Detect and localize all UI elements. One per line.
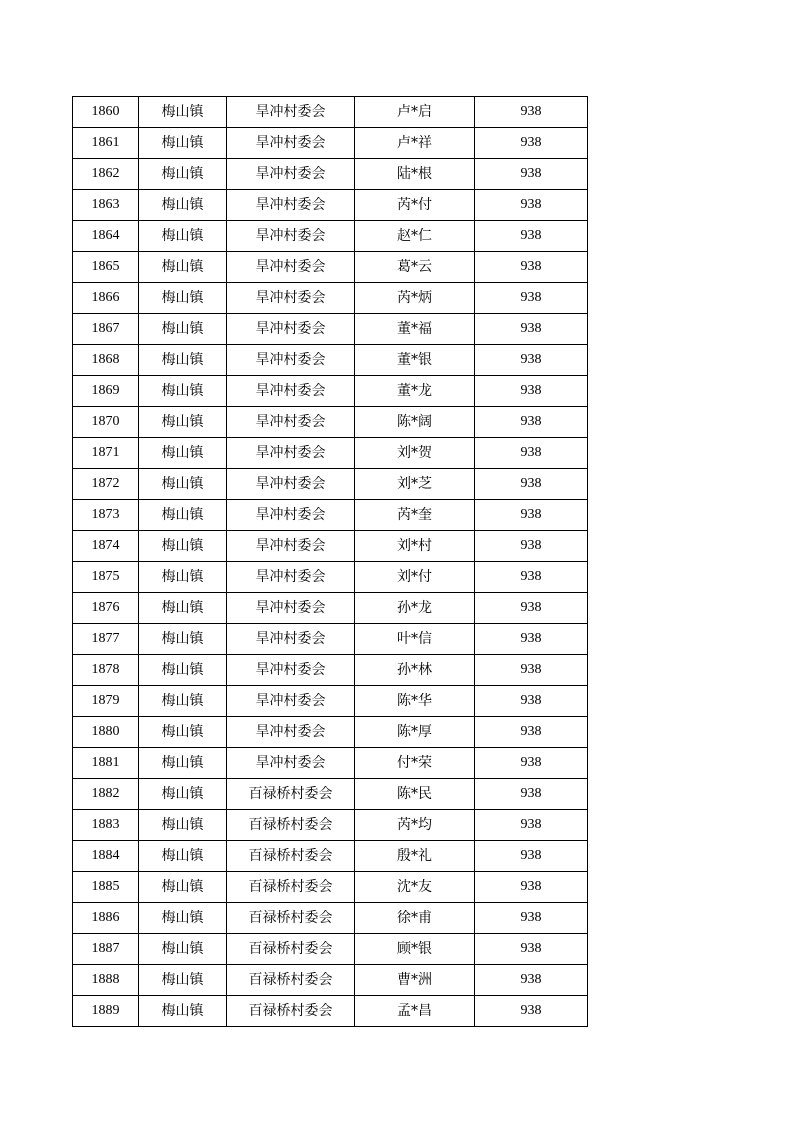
amount-cell: 938 xyxy=(475,841,588,872)
name-cell: 顾*银 xyxy=(355,934,475,965)
name-cell: 沈*友 xyxy=(355,872,475,903)
village-cell: 旱冲村委会 xyxy=(227,717,355,748)
table-row xyxy=(73,314,588,345)
row-number-cell: 1883 xyxy=(73,810,139,841)
name-cell: 陈*华 xyxy=(355,686,475,717)
name-cell: 徐*甫 xyxy=(355,903,475,934)
town-cell: 梅山镇 xyxy=(139,686,227,717)
name-cell: 孙*林 xyxy=(355,655,475,686)
row-number-cell: 1865 xyxy=(73,252,139,283)
row-number-cell: 1888 xyxy=(73,965,139,996)
row-number-cell: 1863 xyxy=(73,190,139,221)
amount-cell: 938 xyxy=(475,190,588,221)
village-cell: 旱冲村委会 xyxy=(227,345,355,376)
row-number-cell: 1882 xyxy=(73,779,139,810)
table-row xyxy=(73,159,588,190)
amount-cell: 938 xyxy=(475,872,588,903)
row-number-cell: 1887 xyxy=(73,934,139,965)
village-cell: 百禄桥村委会 xyxy=(227,996,355,1027)
amount-cell: 938 xyxy=(475,965,588,996)
village-cell: 旱冲村委会 xyxy=(227,252,355,283)
name-cell: 叶*信 xyxy=(355,624,475,655)
table-row xyxy=(73,190,588,221)
table-row xyxy=(73,934,588,965)
village-cell: 旱冲村委会 xyxy=(227,469,355,500)
name-cell: 陈*民 xyxy=(355,779,475,810)
row-number-cell: 1860 xyxy=(73,97,139,128)
table-row xyxy=(73,841,588,872)
table-row xyxy=(73,624,588,655)
amount-cell: 938 xyxy=(475,376,588,407)
name-cell: 葛*云 xyxy=(355,252,475,283)
name-cell: 芮*炳 xyxy=(355,283,475,314)
name-cell: 董*龙 xyxy=(355,376,475,407)
town-cell: 梅山镇 xyxy=(139,221,227,252)
town-cell: 梅山镇 xyxy=(139,438,227,469)
name-cell: 刘*村 xyxy=(355,531,475,562)
name-cell: 芮*奎 xyxy=(355,500,475,531)
row-number-cell: 1886 xyxy=(73,903,139,934)
amount-cell: 938 xyxy=(475,438,588,469)
village-cell: 旱冲村委会 xyxy=(227,624,355,655)
name-cell: 陈*阔 xyxy=(355,407,475,438)
row-number-cell: 1862 xyxy=(73,159,139,190)
amount-cell: 938 xyxy=(475,500,588,531)
row-number-cell: 1875 xyxy=(73,562,139,593)
row-number-cell: 1885 xyxy=(73,872,139,903)
table-row xyxy=(73,221,588,252)
town-cell: 梅山镇 xyxy=(139,469,227,500)
amount-cell: 938 xyxy=(475,686,588,717)
village-cell: 百禄桥村委会 xyxy=(227,810,355,841)
town-cell: 梅山镇 xyxy=(139,872,227,903)
amount-cell: 938 xyxy=(475,314,588,345)
name-cell: 董*福 xyxy=(355,314,475,345)
row-number-cell: 1867 xyxy=(73,314,139,345)
town-cell: 梅山镇 xyxy=(139,531,227,562)
amount-cell: 938 xyxy=(475,252,588,283)
town-cell: 梅山镇 xyxy=(139,934,227,965)
row-number-cell: 1872 xyxy=(73,469,139,500)
data-table xyxy=(72,96,588,1027)
town-cell: 梅山镇 xyxy=(139,283,227,314)
table-row xyxy=(73,469,588,500)
town-cell: 梅山镇 xyxy=(139,965,227,996)
table-row xyxy=(73,872,588,903)
amount-cell: 938 xyxy=(475,97,588,128)
table-row xyxy=(73,97,588,128)
village-cell: 旱冲村委会 xyxy=(227,655,355,686)
village-cell: 旱冲村委会 xyxy=(227,407,355,438)
table-row xyxy=(73,345,588,376)
table-body xyxy=(73,97,588,1027)
table-row xyxy=(73,562,588,593)
village-cell: 百禄桥村委会 xyxy=(227,779,355,810)
row-number-cell: 1878 xyxy=(73,655,139,686)
amount-cell: 938 xyxy=(475,717,588,748)
name-cell: 孙*龙 xyxy=(355,593,475,624)
row-number-cell: 1879 xyxy=(73,686,139,717)
village-cell: 旱冲村委会 xyxy=(227,686,355,717)
table-row xyxy=(73,717,588,748)
table-row xyxy=(73,438,588,469)
village-cell: 旱冲村委会 xyxy=(227,531,355,562)
table-row xyxy=(73,531,588,562)
village-cell: 百禄桥村委会 xyxy=(227,841,355,872)
row-number-cell: 1889 xyxy=(73,996,139,1027)
town-cell: 梅山镇 xyxy=(139,314,227,345)
village-cell: 百禄桥村委会 xyxy=(227,934,355,965)
amount-cell: 938 xyxy=(475,810,588,841)
village-cell: 旱冲村委会 xyxy=(227,314,355,345)
table-row xyxy=(73,655,588,686)
amount-cell: 938 xyxy=(475,903,588,934)
name-cell: 刘*芝 xyxy=(355,469,475,500)
table-row xyxy=(73,128,588,159)
amount-cell: 938 xyxy=(475,345,588,376)
amount-cell: 938 xyxy=(475,531,588,562)
table-row xyxy=(73,500,588,531)
village-cell: 旱冲村委会 xyxy=(227,748,355,779)
name-cell: 陈*厚 xyxy=(355,717,475,748)
village-cell: 旱冲村委会 xyxy=(227,500,355,531)
town-cell: 梅山镇 xyxy=(139,190,227,221)
row-number-cell: 1870 xyxy=(73,407,139,438)
row-number-cell: 1861 xyxy=(73,128,139,159)
village-cell: 百禄桥村委会 xyxy=(227,872,355,903)
town-cell: 梅山镇 xyxy=(139,655,227,686)
name-cell: 芮*均 xyxy=(355,810,475,841)
amount-cell: 938 xyxy=(475,562,588,593)
table-row xyxy=(73,965,588,996)
name-cell: 赵*仁 xyxy=(355,221,475,252)
town-cell: 梅山镇 xyxy=(139,252,227,283)
village-cell: 百禄桥村委会 xyxy=(227,903,355,934)
village-cell: 旱冲村委会 xyxy=(227,593,355,624)
row-number-cell: 1866 xyxy=(73,283,139,314)
amount-cell: 938 xyxy=(475,624,588,655)
table-row xyxy=(73,810,588,841)
town-cell: 梅山镇 xyxy=(139,810,227,841)
amount-cell: 938 xyxy=(475,159,588,190)
amount-cell: 938 xyxy=(475,779,588,810)
village-cell: 旱冲村委会 xyxy=(227,190,355,221)
name-cell: 刘*付 xyxy=(355,562,475,593)
town-cell: 梅山镇 xyxy=(139,562,227,593)
name-cell: 卢*祥 xyxy=(355,128,475,159)
town-cell: 梅山镇 xyxy=(139,841,227,872)
village-cell: 旱冲村委会 xyxy=(227,283,355,314)
town-cell: 梅山镇 xyxy=(139,128,227,159)
town-cell: 梅山镇 xyxy=(139,593,227,624)
table-row xyxy=(73,996,588,1027)
amount-cell: 938 xyxy=(475,996,588,1027)
town-cell: 梅山镇 xyxy=(139,624,227,655)
row-number-cell: 1876 xyxy=(73,593,139,624)
town-cell: 梅山镇 xyxy=(139,407,227,438)
table-row xyxy=(73,748,588,779)
town-cell: 梅山镇 xyxy=(139,345,227,376)
name-cell: 芮*付 xyxy=(355,190,475,221)
table-row xyxy=(73,593,588,624)
village-cell: 旱冲村委会 xyxy=(227,376,355,407)
table-row xyxy=(73,252,588,283)
table-row xyxy=(73,779,588,810)
village-cell: 旱冲村委会 xyxy=(227,221,355,252)
table-row xyxy=(73,376,588,407)
village-cell: 旱冲村委会 xyxy=(227,159,355,190)
town-cell: 梅山镇 xyxy=(139,97,227,128)
table-row xyxy=(73,903,588,934)
row-number-cell: 1864 xyxy=(73,221,139,252)
village-cell: 旱冲村委会 xyxy=(227,97,355,128)
amount-cell: 938 xyxy=(475,655,588,686)
row-number-cell: 1877 xyxy=(73,624,139,655)
name-cell: 曹*洲 xyxy=(355,965,475,996)
village-cell: 旱冲村委会 xyxy=(227,562,355,593)
town-cell: 梅山镇 xyxy=(139,717,227,748)
amount-cell: 938 xyxy=(475,469,588,500)
row-number-cell: 1869 xyxy=(73,376,139,407)
name-cell: 殷*礼 xyxy=(355,841,475,872)
town-cell: 梅山镇 xyxy=(139,159,227,190)
row-number-cell: 1868 xyxy=(73,345,139,376)
village-cell: 旱冲村委会 xyxy=(227,438,355,469)
amount-cell: 938 xyxy=(475,593,588,624)
name-cell: 陆*根 xyxy=(355,159,475,190)
town-cell: 梅山镇 xyxy=(139,903,227,934)
row-number-cell: 1874 xyxy=(73,531,139,562)
row-number-cell: 1881 xyxy=(73,748,139,779)
amount-cell: 938 xyxy=(475,934,588,965)
village-cell: 百禄桥村委会 xyxy=(227,965,355,996)
name-cell: 孟*昌 xyxy=(355,996,475,1027)
row-number-cell: 1884 xyxy=(73,841,139,872)
amount-cell: 938 xyxy=(475,748,588,779)
amount-cell: 938 xyxy=(475,128,588,159)
row-number-cell: 1873 xyxy=(73,500,139,531)
town-cell: 梅山镇 xyxy=(139,779,227,810)
table-row xyxy=(73,407,588,438)
amount-cell: 938 xyxy=(475,283,588,314)
amount-cell: 938 xyxy=(475,407,588,438)
town-cell: 梅山镇 xyxy=(139,748,227,779)
table-row xyxy=(73,283,588,314)
row-number-cell: 1880 xyxy=(73,717,139,748)
table-row xyxy=(73,686,588,717)
village-cell: 旱冲村委会 xyxy=(227,128,355,159)
name-cell: 卢*启 xyxy=(355,97,475,128)
amount-cell: 938 xyxy=(475,221,588,252)
town-cell: 梅山镇 xyxy=(139,376,227,407)
town-cell: 梅山镇 xyxy=(139,500,227,531)
name-cell: 付*荣 xyxy=(355,748,475,779)
name-cell: 刘*贺 xyxy=(355,438,475,469)
town-cell: 梅山镇 xyxy=(139,996,227,1027)
row-number-cell: 1871 xyxy=(73,438,139,469)
name-cell: 董*银 xyxy=(355,345,475,376)
